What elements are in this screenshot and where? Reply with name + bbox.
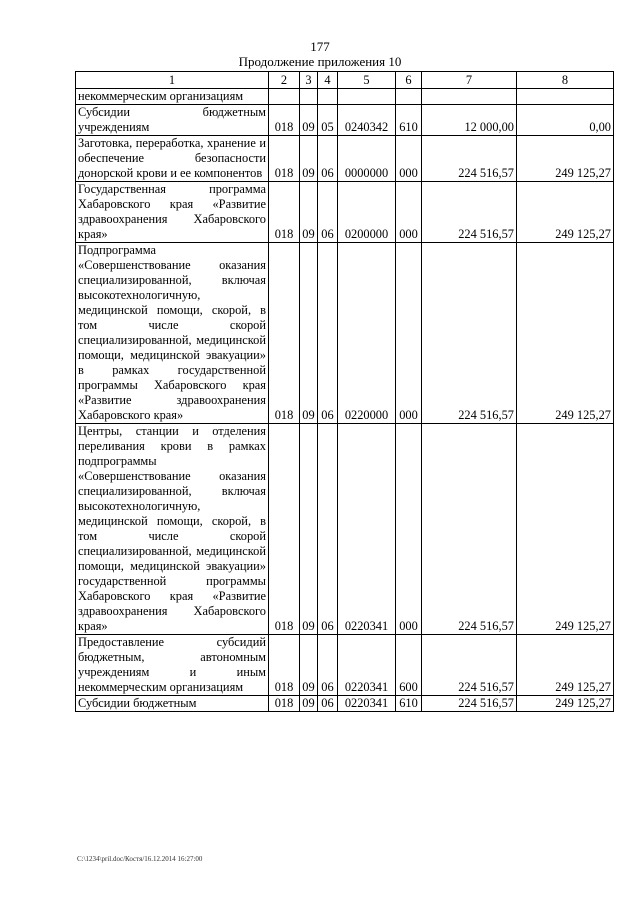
row-code-subsection-cell: 06 xyxy=(318,243,338,424)
row-code-subsection-cell xyxy=(318,89,338,105)
row-amount-year2-cell: 0,00 xyxy=(517,105,614,136)
row-code-expense-type-cell xyxy=(396,89,422,105)
row-code-subsection-cell: 05 xyxy=(318,105,338,136)
row-amount-year2-cell: 249 125,27 xyxy=(517,243,614,424)
row-name-cell: Предоставление субсидий бюджетным, автономным учреждениям и иным некоммерческим организациям xyxy=(76,635,269,696)
row-code-chapter-cell xyxy=(269,89,300,105)
footer-file-path: C:\1234\pril.doc/Костя/16.12.2014 16:27:00 xyxy=(77,855,203,863)
row-code-target-article-cell: 0000000 xyxy=(338,136,396,182)
row-amount-year1-cell: 224 516,57 xyxy=(422,696,517,712)
row-code-chapter-cell: 018 xyxy=(269,136,300,182)
row-code-subsection-cell: 06 xyxy=(318,136,338,182)
row-amount-year2-cell xyxy=(517,89,614,105)
row-amount-year2-cell: 249 125,27 xyxy=(517,424,614,635)
row-code-expense-type-cell: 600 xyxy=(396,635,422,696)
row-code-section-cell xyxy=(300,89,318,105)
row-amount-year2-cell: 249 125,27 xyxy=(517,696,614,712)
row-amount-year1-cell: 12 000,00 xyxy=(422,105,517,136)
column-header: 6 xyxy=(396,72,422,89)
row-name-cell: Центры, станции и отделения переливания крови в рамках подпрограммы «Совершенствование оказания специализированной, включая высокотехнологичную, медицинской помощи, скорой, в том числе скорой специализированной, медицинской помощи, медицинской эвакуации» государственной программы Хабаровского края «Развитие здравоохранения Хабаровского края» xyxy=(76,424,269,635)
row-amount-year1-cell: 224 516,57 xyxy=(422,424,517,635)
table-row xyxy=(76,105,614,136)
column-header: 2 xyxy=(269,72,300,89)
row-amount-year2-cell: 249 125,27 xyxy=(517,136,614,182)
row-name-cell: Субсидии бюджетным учреждениям xyxy=(76,105,269,136)
row-amount-year1-cell xyxy=(422,89,517,105)
row-code-chapter-cell: 018 xyxy=(269,635,300,696)
column-header: 1 xyxy=(76,72,269,89)
row-code-subsection-cell: 06 xyxy=(318,696,338,712)
row-code-expense-type-cell: 000 xyxy=(396,182,422,243)
table-row xyxy=(76,243,614,424)
row-name-cell: Субсидии бюджетным xyxy=(76,696,269,712)
row-code-target-article-cell xyxy=(338,89,396,105)
row-code-expense-type-cell: 610 xyxy=(396,105,422,136)
row-code-expense-type-cell: 000 xyxy=(396,243,422,424)
continuation-title: Продолжение приложения 10 xyxy=(238,54,402,69)
table-row xyxy=(76,136,614,182)
table-row xyxy=(76,635,614,696)
row-code-target-article-cell: 0220341 xyxy=(338,424,396,635)
row-code-section-cell: 09 xyxy=(300,635,318,696)
row-code-section-cell: 09 xyxy=(300,105,318,136)
row-code-subsection-cell: 06 xyxy=(318,635,338,696)
row-name-cell: Государственная программа Хабаровского края «Развитие здравоохранения Хабаровского края» xyxy=(76,182,269,243)
row-code-chapter-cell: 018 xyxy=(269,696,300,712)
row-code-section-cell: 09 xyxy=(300,424,318,635)
row-amount-year2-cell: 249 125,27 xyxy=(517,635,614,696)
row-name-cell: Заготовка, переработка, хранение и обеспечение безопасности донорской крови и ее компонентов xyxy=(76,136,269,182)
row-code-subsection-cell: 06 xyxy=(318,424,338,635)
row-name-cell: некоммерческим организациям xyxy=(76,89,269,105)
table-row xyxy=(76,89,614,105)
row-amount-year1-cell: 224 516,57 xyxy=(422,243,517,424)
row-code-section-cell: 09 xyxy=(300,182,318,243)
row-code-chapter-cell: 018 xyxy=(269,105,300,136)
page-number: 177 xyxy=(310,39,330,54)
column-header-row xyxy=(76,72,614,89)
row-code-target-article-cell: 0220341 xyxy=(338,696,396,712)
row-code-chapter-cell: 018 xyxy=(269,182,300,243)
row-code-chapter-cell: 018 xyxy=(269,243,300,424)
column-header: 5 xyxy=(338,72,396,89)
column-header: 8 xyxy=(517,72,614,89)
row-code-target-article-cell: 0240342 xyxy=(338,105,396,136)
table-row xyxy=(76,696,614,712)
table-row xyxy=(76,424,614,635)
row-amount-year2-cell: 249 125,27 xyxy=(517,182,614,243)
row-code-target-article-cell: 0220341 xyxy=(338,635,396,696)
row-amount-year1-cell: 224 516,57 xyxy=(422,182,517,243)
row-code-expense-type-cell: 610 xyxy=(396,696,422,712)
row-code-subsection-cell: 06 xyxy=(318,182,338,243)
table-row xyxy=(76,182,614,243)
column-header: 4 xyxy=(318,72,338,89)
row-code-target-article-cell: 0200000 xyxy=(338,182,396,243)
row-code-target-article-cell: 0220000 xyxy=(338,243,396,424)
row-code-section-cell: 09 xyxy=(300,243,318,424)
column-header: 3 xyxy=(300,72,318,89)
row-code-chapter-cell: 018 xyxy=(269,424,300,635)
column-header: 7 xyxy=(422,72,517,89)
row-name-cell: Подпрограмма «Совершенствование оказания специализированной, включая высокотехнологичную, медицинской помощи, скорой, в том числе скорой специализированной, медицинской помощи, медицинской эвакуации» в рамках государственной программы Хабаровского края «Развитие здравоохранения Хабаровского края» xyxy=(76,243,269,424)
budget-table xyxy=(75,71,614,712)
row-amount-year1-cell: 224 516,57 xyxy=(422,635,517,696)
row-amount-year1-cell: 224 516,57 xyxy=(422,136,517,182)
row-code-expense-type-cell: 000 xyxy=(396,424,422,635)
row-code-section-cell: 09 xyxy=(300,136,318,182)
row-code-section-cell: 09 xyxy=(300,696,318,712)
row-code-expense-type-cell: 000 xyxy=(396,136,422,182)
